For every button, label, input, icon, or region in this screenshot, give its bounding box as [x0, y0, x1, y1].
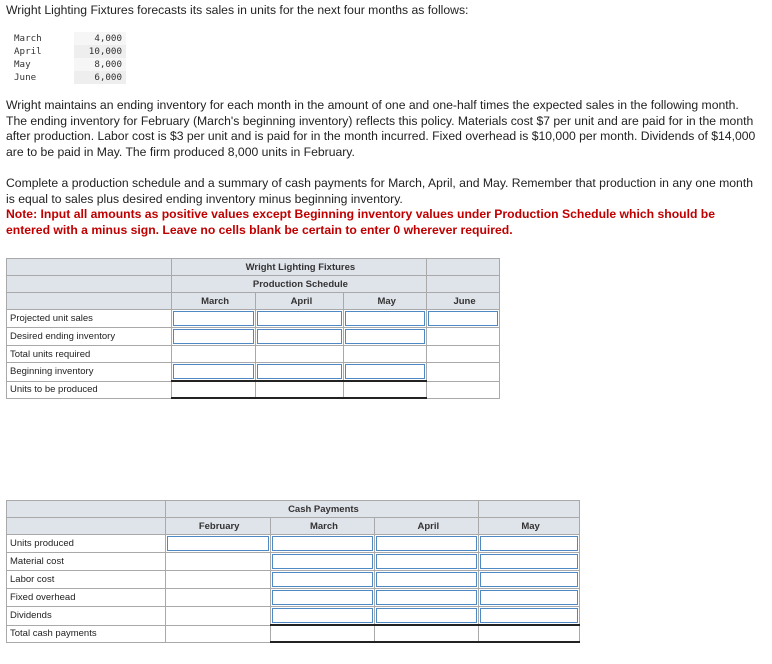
- input-cell[interactable]: [165, 535, 270, 553]
- production-title: Wright Lighting Fixtures: [171, 259, 426, 276]
- units-cell: 10,000: [74, 45, 126, 58]
- row-label: Projected unit sales: [7, 310, 172, 328]
- table-row: [7, 553, 580, 571]
- input-cell[interactable]: [375, 571, 479, 589]
- month-cell: April: [8, 45, 74, 58]
- input-cell[interactable]: [375, 553, 479, 571]
- intro-text: Wright Lighting Fixtures forecasts its sales in units for the next four months as follows:: [6, 3, 469, 17]
- input-cell[interactable]: [270, 607, 375, 626]
- month-cell: June: [8, 71, 74, 84]
- units-cell: 4,000: [74, 32, 126, 45]
- input-cell[interactable]: [479, 535, 580, 553]
- input-cell[interactable]: [479, 553, 580, 571]
- input-cell[interactable]: [270, 553, 375, 571]
- input-cell[interactable]: [270, 589, 375, 607]
- units-cell: 6,000: [74, 71, 126, 84]
- input-cell[interactable]: [171, 363, 256, 382]
- input-cell[interactable]: [427, 310, 500, 328]
- input-cell[interactable]: [479, 571, 580, 589]
- sales-forecast-table: [8, 32, 126, 84]
- row-label: Beginning inventory: [7, 363, 172, 382]
- table-row: [8, 32, 126, 45]
- input-cell[interactable]: [344, 328, 427, 346]
- row-label: Material cost: [7, 553, 166, 571]
- table-row: [7, 346, 500, 363]
- production-schedule-table: [6, 258, 500, 399]
- input-cell[interactable]: [256, 328, 344, 346]
- note-text: Note: Input all amounts as positive values except Beginning inventory values under Production Schedule which should be entered with a minus sign. Leave no cells blank be certain to enter 0 wherever required.: [6, 207, 716, 237]
- input-cell[interactable]: [256, 363, 344, 382]
- input-cell[interactable]: [344, 363, 427, 382]
- cash-title: Cash Payments: [165, 501, 478, 518]
- month-cell: March: [8, 32, 74, 45]
- row-label: Total cash payments: [7, 625, 166, 642]
- input-cell[interactable]: [171, 310, 256, 328]
- row-label: Fixed overhead: [7, 589, 166, 607]
- problem-paragraph: Wright maintains an ending inventory for each month in the amount of one and one-half times the expected sales in the following month. The ending inventory for February (March's beginning inventory) reflects this policy. Materials cost $7 per unit and are paid for in the month after production. Labor cost is $3 per unit and is paid for in the month incurred. Fixed overhead is $10,000 per month. Dividends of $14,000 are to be paid in May. The firm produced 8,000 units in February.: [6, 98, 756, 159]
- input-cell[interactable]: [171, 328, 256, 346]
- month-cell: May: [8, 58, 74, 71]
- table-row: [7, 571, 580, 589]
- table-row: [7, 381, 500, 398]
- col-march: March: [270, 518, 375, 535]
- input-cell[interactable]: [479, 607, 580, 626]
- input-cell[interactable]: [270, 571, 375, 589]
- cash-payments-table: [6, 500, 580, 643]
- instruction-paragraph: Complete a production schedule and a summary of cash payments for March, April, and May. Remember that production in any one month is equal to sales plus desired ending inventory minus beginning inventory.: [6, 176, 753, 206]
- input-cell[interactable]: [375, 607, 479, 626]
- input-cell[interactable]: [344, 310, 427, 328]
- col-june: June: [427, 293, 500, 310]
- table-row: [7, 607, 580, 626]
- input-cell[interactable]: [479, 589, 580, 607]
- row-label: Labor cost: [7, 571, 166, 589]
- table-row: [8, 71, 126, 84]
- input-cell[interactable]: [375, 589, 479, 607]
- col-april: April: [375, 518, 479, 535]
- input-cell[interactable]: [270, 535, 375, 553]
- col-march: March: [171, 293, 256, 310]
- col-may: May: [479, 518, 580, 535]
- row-label: Total units required: [7, 346, 172, 363]
- row-label: Units produced: [7, 535, 166, 553]
- table-row: [7, 310, 500, 328]
- input-cell[interactable]: [375, 535, 479, 553]
- row-label: Dividends: [7, 607, 166, 626]
- table-row: [7, 328, 500, 346]
- row-label: Units to be produced: [7, 381, 172, 398]
- table-row: [8, 45, 126, 58]
- production-subtitle: Production Schedule: [171, 276, 426, 293]
- col-february: February: [165, 518, 270, 535]
- input-cell[interactable]: [256, 310, 344, 328]
- table-row: [7, 625, 580, 642]
- col-april: April: [256, 293, 344, 310]
- row-label: Desired ending inventory: [7, 328, 172, 346]
- table-row: [8, 58, 126, 71]
- col-may: May: [344, 293, 427, 310]
- table-row: [7, 589, 580, 607]
- units-cell: 8,000: [74, 58, 126, 71]
- table-row: [7, 363, 500, 382]
- table-row: [7, 535, 580, 553]
